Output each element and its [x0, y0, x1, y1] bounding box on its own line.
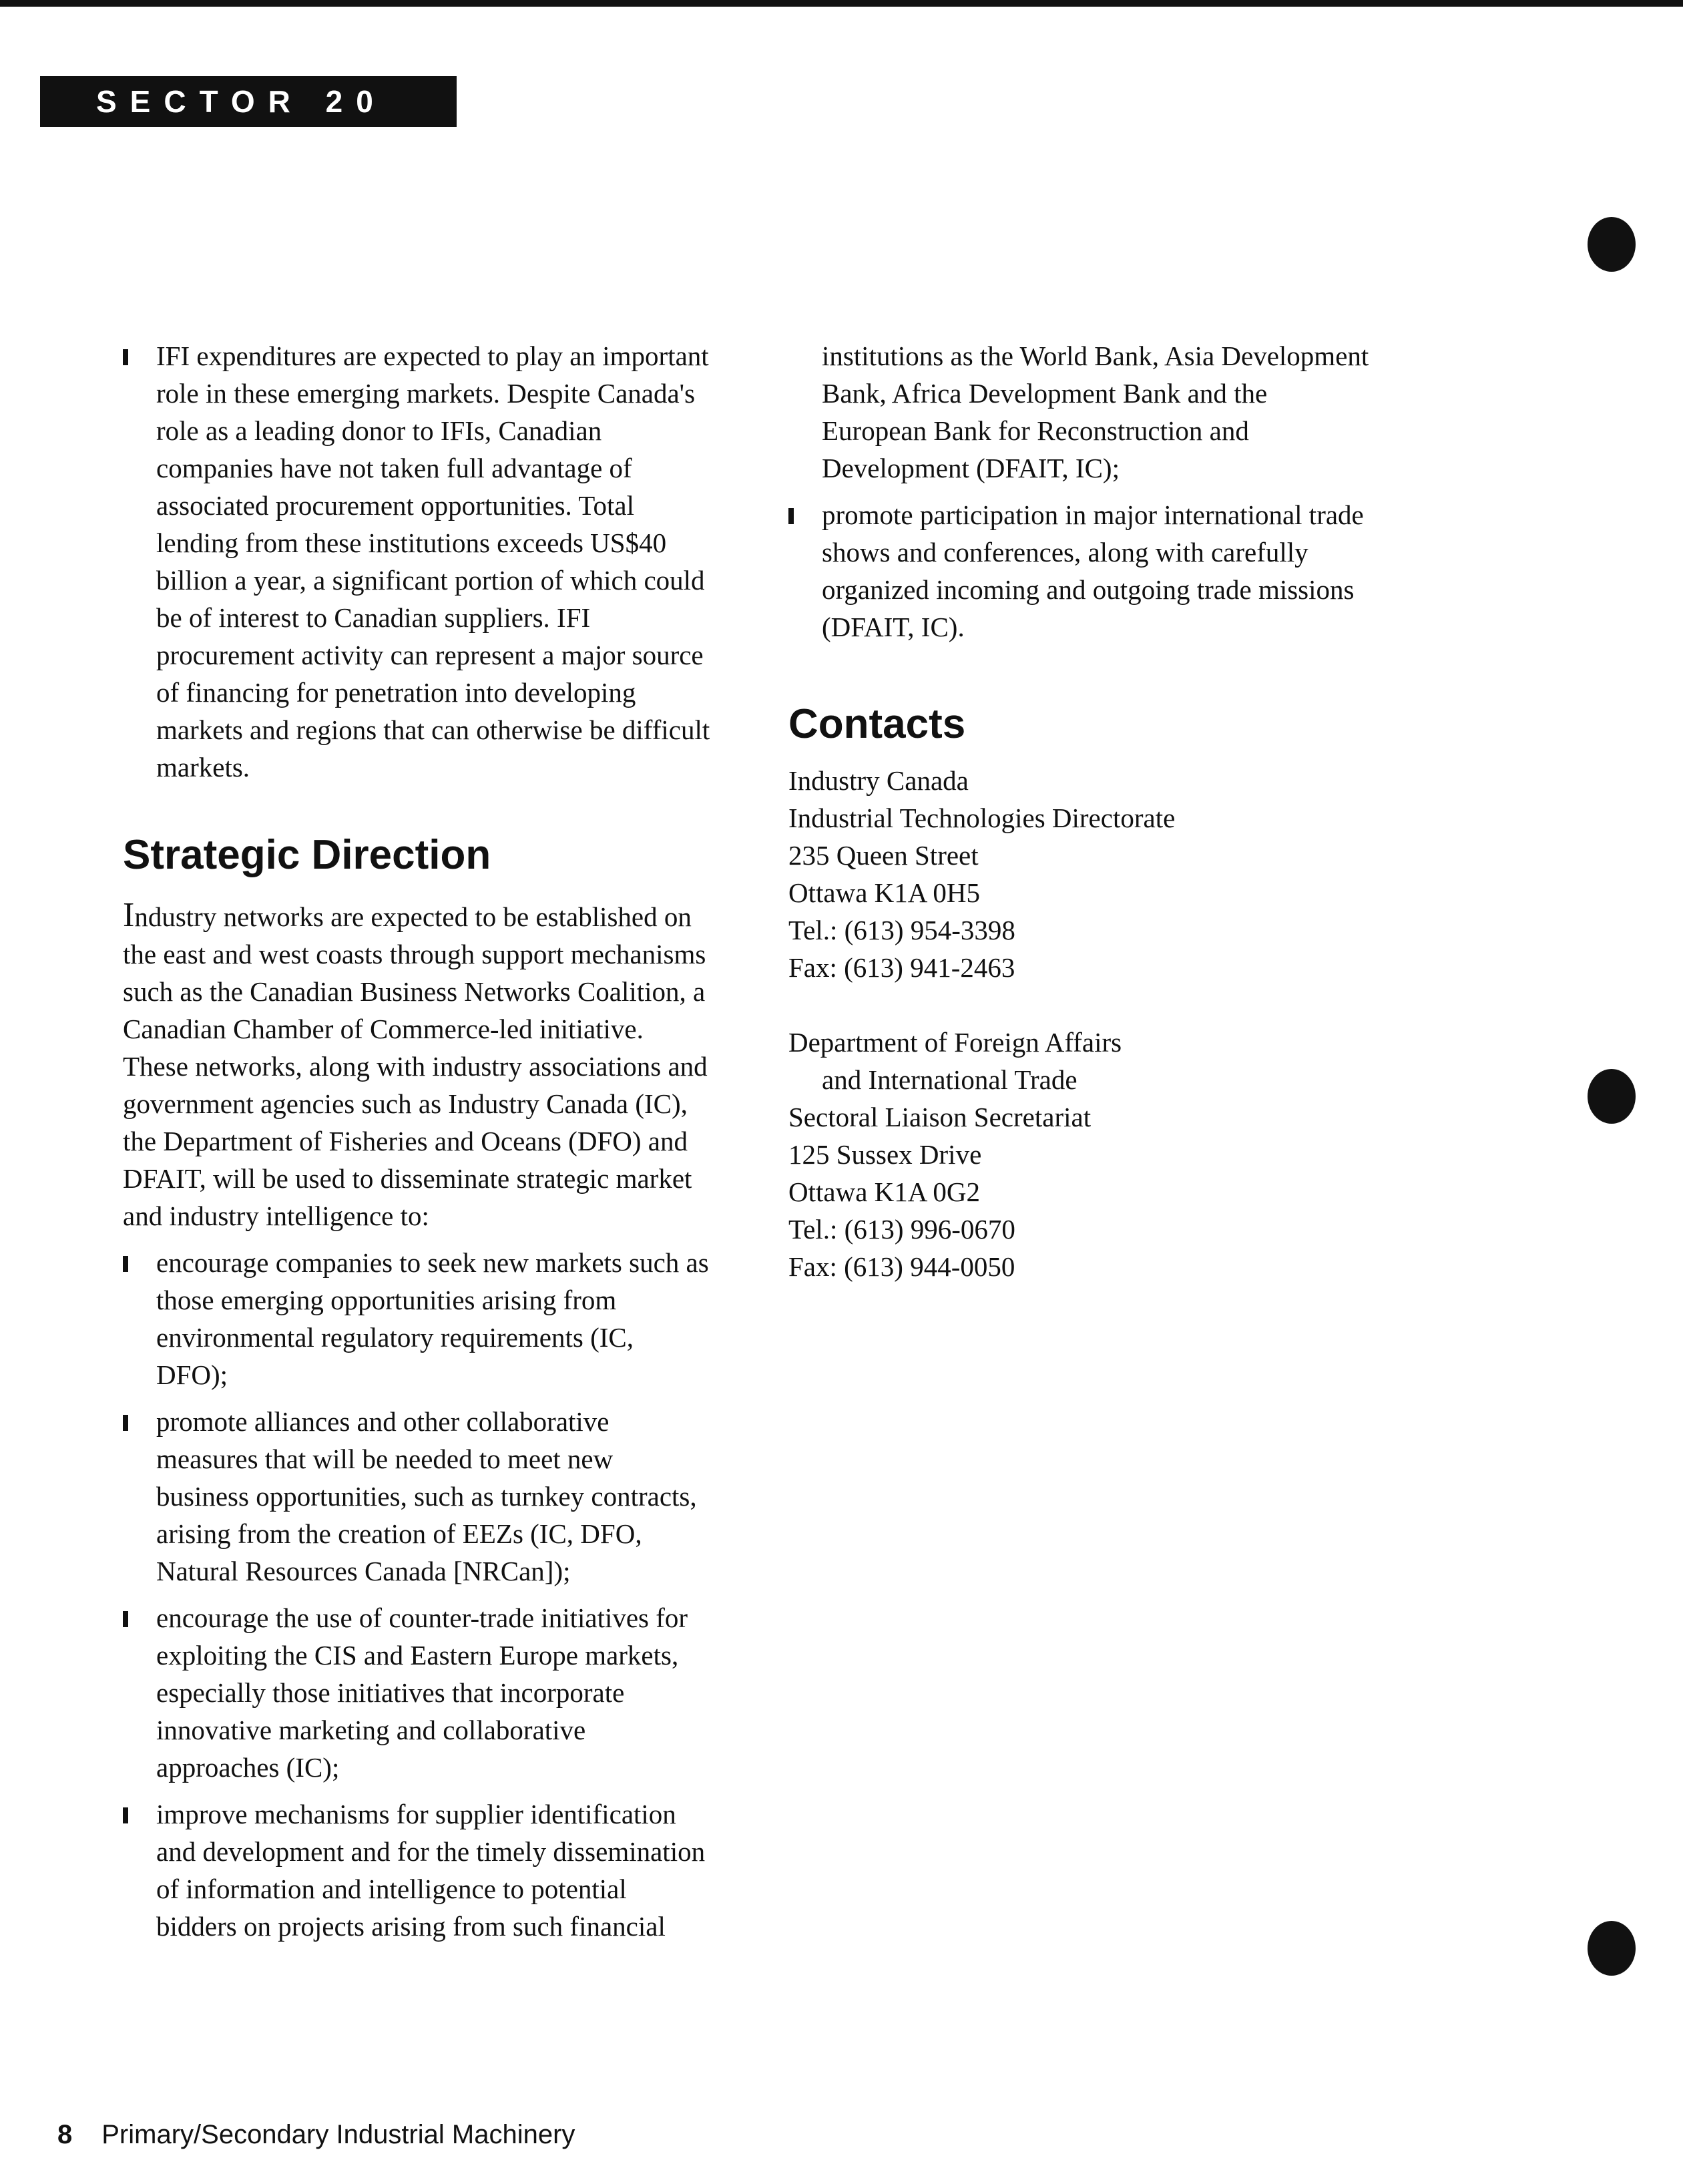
punch-hole-top: [1588, 217, 1636, 272]
bullet-text: encourage the use of counter-trade initiatives for exploiting the CIS and Eastern Europe markets, especially those initiatives that incorporate innovative marketing and collaborative approaches (IC);: [156, 1602, 688, 1783]
punch-hole-bottom: [1588, 1921, 1636, 1976]
contact-line: 235 Queen Street: [788, 840, 979, 871]
bullet-icon: [123, 1256, 128, 1272]
bullet-icon: [123, 1415, 128, 1431]
list-item: [788, 496, 1376, 646]
contact-line: and International Trade: [822, 1064, 1077, 1095]
page-number: 8: [57, 2120, 73, 2149]
bullet-continuation: institutions as the World Bank, Asia Development Bank, Africa Development Bank and the European Bank for Reconstruction and Development (DFAIT, IC);: [822, 341, 1369, 483]
list-item: [123, 1599, 710, 1786]
bullet-icon: [123, 349, 128, 365]
bullet-text: promote alliances and other collaborative measures that will be needed to meet new business opportunities, such as turnkey contracts, arising from the creation of EEZs (IC, DFO, Natural Resources Canada [NRCan]);: [156, 1406, 697, 1586]
page-footer: [57, 2118, 575, 2151]
list-item: [123, 1403, 710, 1590]
contact-line: Ottawa K1A 0H5: [788, 877, 980, 908]
contact-dfait: [788, 1024, 1376, 1285]
list-item: [123, 337, 710, 786]
bullet-icon: [123, 1611, 128, 1627]
contact-line: Industrial Technologies Directorate: [788, 803, 1176, 833]
list-item: [123, 1244, 710, 1393]
sector-label: SECTOR 20: [40, 76, 457, 127]
contact-line: Department of Foreign Affairs: [788, 1027, 1122, 1058]
strategic-direction-heading: Strategic Direction: [123, 832, 491, 878]
left-column: [123, 337, 710, 1954]
right-column: [788, 337, 1376, 1285]
right-bullet-list: [788, 496, 1376, 646]
strategic-direction-paragraph: [123, 897, 710, 1235]
initial-letter: I: [123, 896, 135, 934]
bullet-icon: [788, 508, 794, 524]
strategy-bullet-list: [123, 1244, 710, 1945]
footer-title: Primary/Secondary Industrial Machinery: [101, 2120, 575, 2149]
bullet-text: encourage companies to seek new markets such as those emerging opportunities arising from environmental regulatory requirements (IC, DFO);: [156, 1247, 709, 1390]
contact-phone: Tel.: (613) 996-0670: [788, 1214, 1015, 1245]
bullet-text: improve mechanisms for supplier identification and development and for the timely dissemination of information and intelligence to potential bidders on projects arising from such financial: [156, 1799, 706, 1942]
list-item: [123, 1795, 710, 1945]
contact-fax: Fax: (613) 944-0050: [788, 1251, 1015, 1282]
paragraph-text: ndustry networks are expected to be established on the east and west coasts through support mechanisms such as the Canadian Business Networks Coalition, a Canadian Chamber of Commerce-led initiative. These networks, along with industry associations and government agencies such as Industry Canada (IC), the Department of Fisheries and Oceans (DFO) and DFAIT, will be used to disseminate strategic market and industry intelligence to:: [123, 901, 708, 1231]
top-rule: [0, 0, 1683, 7]
contacts-heading: Contacts: [788, 701, 966, 747]
bullet-text: IFI expenditures are expected to play an important role in these emerging markets. Despite Canada's role as a leading donor to IFIs, Canadian companies have not taken full advantage of associated procurement opportunities. Total lending from these institutions exceeds US$40 billion a year, a significant portion of which could be of interest to Canadian suppliers. IFI procurement activity can represent a major source of financing for penetration into developing markets and regions that can otherwise be difficult markets.: [156, 341, 710, 783]
contact-line: Ottawa K1A 0G2: [788, 1176, 980, 1207]
contact-line: 125 Sussex Drive: [788, 1139, 982, 1170]
intro-bullet-list: [123, 337, 710, 786]
punch-hole-middle: [1588, 1069, 1636, 1124]
contact-fax: Fax: (613) 941-2463: [788, 952, 1015, 983]
bullet-text: promote participation in major international trade shows and conferences, along with carefully organized incoming and outgoing trade missions (DFAIT, IC).: [822, 499, 1364, 642]
contact-line: Industry Canada: [788, 765, 969, 796]
bullet-icon: [123, 1807, 128, 1823]
contact-phone: Tel.: (613) 954-3398: [788, 915, 1015, 945]
contact-industry-canada: [788, 762, 1376, 986]
contact-line: Sectoral Liaison Secretariat: [788, 1102, 1092, 1132]
